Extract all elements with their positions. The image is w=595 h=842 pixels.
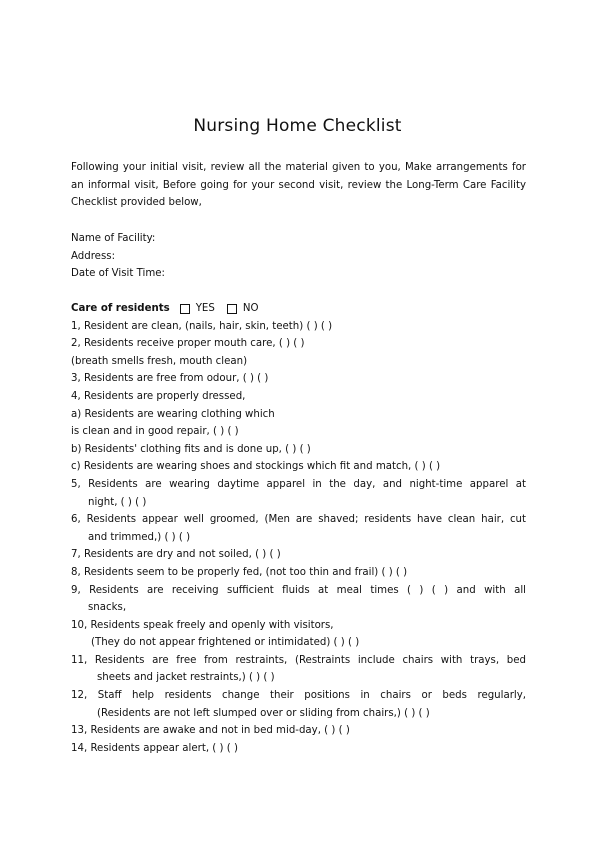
- checklist-item-10: 10, Residents speak freely and openly with visitors,: [71, 619, 334, 631]
- checklist-item-4a: a) Residents are wearing clothing which: [71, 408, 275, 420]
- checklist-item-3: 3, Residents are free from odour, ( ) ( ): [71, 373, 269, 385]
- no-label: NO: [242, 303, 259, 314]
- section-heading: Care of residents: [71, 303, 170, 314]
- checklist-item-4: 4, Residents are properly dressed,: [71, 390, 246, 402]
- care-of-residents-section: [71, 300, 526, 757]
- page-title: Nursing Home Checklist: [193, 116, 402, 136]
- address-label: Address:: [71, 250, 116, 262]
- checklist-item-14: 14, Residents appear alert, ( ) ( ): [71, 742, 238, 754]
- checklist-item-13: 13, Residents are awake and not in bed mid-day, ( ) ( ): [71, 725, 350, 737]
- checklist-item-4b: b) Residents' clothing fits and is done up, ( ) ( ): [71, 443, 311, 455]
- checklist-item-7: 7, Residents are dry and not soiled, ( ) ( ): [71, 549, 281, 561]
- checklist-item-8: 8, Residents seem to be properly fed, (not too thin and frail) ( ) ( ): [71, 566, 408, 578]
- checklist-item-2: 2, Residents receive proper mouth care, ( ) ( ): [71, 338, 305, 350]
- checklist-item-10-cont: (They do not appear frightened or intimidated) ( ) ( ): [91, 637, 360, 649]
- checklist-item-5-cont: night, ( ) ( ): [88, 496, 147, 508]
- checklist-item-6: 6, Residents appear well groomed, (Men are shaved; residents have clean hair, cut: [71, 514, 526, 526]
- checklist-item-11-cont: sheets and jacket restraints,) ( ) ( ): [97, 672, 275, 684]
- yes-option[interactable]: [180, 300, 215, 318]
- checklist-item-6-cont: and trimmed,) ( ) ( ): [88, 531, 191, 543]
- checklist-item-4a-cont: is clean and in good repair, ( ) ( ): [71, 426, 239, 438]
- yes-checkbox[interactable]: [180, 304, 190, 314]
- checklist-item-2-note: (breath smells fresh, mouth clean): [71, 355, 248, 367]
- checklist-item-4c: c) Residents are wearing shoes and stockings which fit and match, ( ) ( ): [71, 461, 441, 473]
- intro-paragraph: Following your initial visit, review all the material given to you, Make arrangements for an informal visit, Before going for your second visit, review the Long-Term Care Facility Checklist provided below,: [71, 162, 526, 209]
- yes-label: YES: [195, 303, 215, 314]
- no-option[interactable]: [227, 300, 259, 318]
- facility-name-label: Name of Facility:: [71, 233, 156, 244]
- visit-info-fields: [71, 230, 165, 283]
- checklist-item-9-cont: snacks,: [88, 602, 127, 614]
- checklist-item-5: 5, Residents are wearing daytime apparel in the day, and night-time apparel at: [71, 478, 526, 490]
- section-heading-row: [71, 300, 526, 318]
- checklist-item-1: 1, Resident are clean, (nails, hair, skin, teeth) ( ) ( ): [71, 320, 333, 332]
- checklist-item-9: 9, Residents are receiving sufficient fluids at meal times ( ) ( ) and with all: [71, 584, 526, 596]
- checklist-item-12-cont: (Residents are not left slumped over or sliding from chairs,) ( ) ( ): [97, 707, 430, 719]
- visit-date-time-label: Date of Visit Time:: [71, 268, 165, 280]
- checklist-item-12: 12, Staff help residents change their positions in chairs or beds regularly,: [71, 690, 526, 702]
- no-checkbox[interactable]: [227, 304, 237, 314]
- checklist-item-11: 11, Residents are free from restraints, (Restraints include chairs with trays, bed: [71, 654, 526, 666]
